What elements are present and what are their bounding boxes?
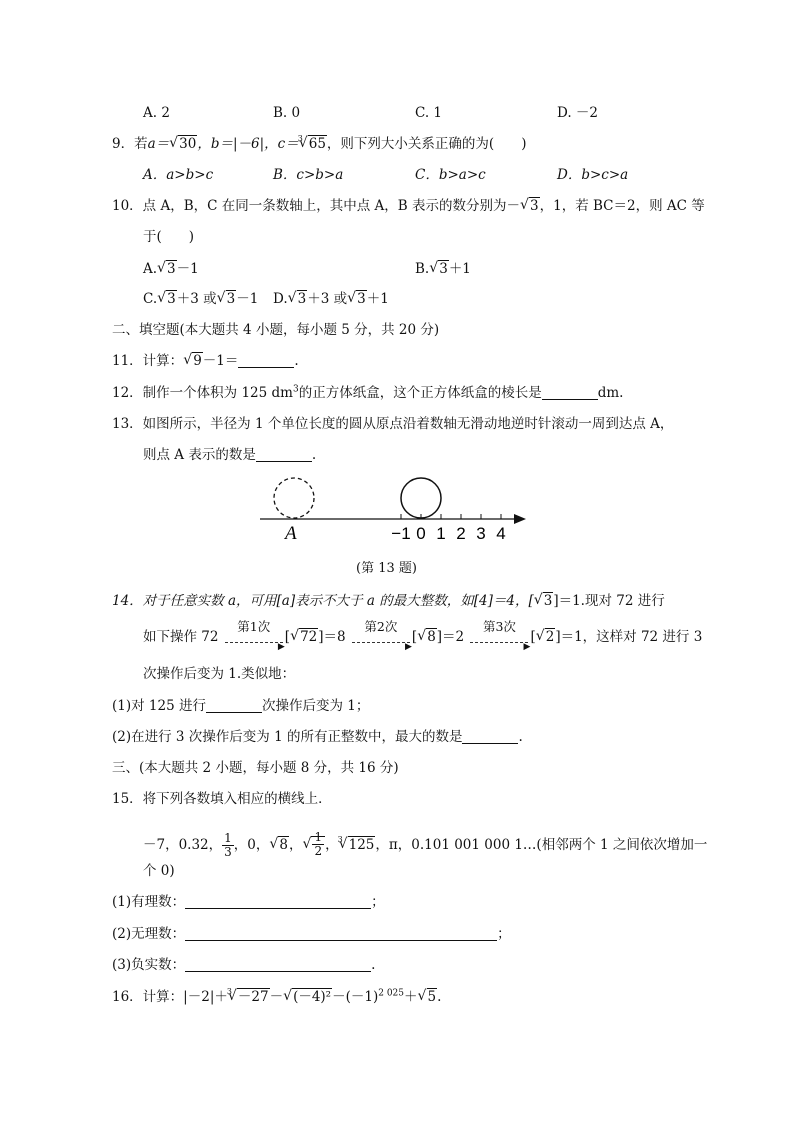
sqrt-symbol: √ 3: [157, 290, 177, 308]
tick-label: 4: [496, 524, 506, 543]
q15-line2: 个 0): [143, 863, 175, 879]
q9-stem: [112, 135, 526, 153]
q15-rational: (1)有理数： ；: [112, 894, 385, 910]
q15-irrational: (2)无理数： ；: [112, 926, 511, 942]
axis-arrow-icon: [514, 514, 526, 524]
figure-caption: (第 13 题): [356, 561, 417, 576]
sqrt-symbol: √ (－4)²: [283, 988, 332, 1006]
sqrt-symbol: √ 8: [269, 830, 289, 860]
answer-blank[interactable]: [185, 926, 497, 941]
solid-circle: [401, 478, 441, 518]
q10-option-b: B.√ 3＋1: [415, 260, 471, 278]
sqrt-symbol: √ 3: [217, 290, 237, 308]
answer-blank[interactable]: [256, 447, 312, 462]
answer-blank[interactable]: [206, 698, 262, 713]
q9-option-a: A．a>b>c: [143, 167, 214, 183]
q8-option-c: C. 1: [415, 105, 443, 121]
sqrt-symbol: √ 3: [520, 197, 540, 215]
q10-option-d: D.√ 3＋3 或√ 3＋1: [273, 290, 389, 308]
q9-option-b: B．c>b>a: [273, 167, 344, 183]
q11: 11．计算：√ 9－1＝ .: [112, 352, 299, 370]
q13-stem-line2: 则点 A 表示的数是 .: [143, 447, 317, 463]
sqrt-symbol: √ 5: [418, 988, 438, 1006]
q15-title: 15．将下列各数填入相应的横线上．: [112, 791, 332, 807]
q8-option-d: D. －2: [557, 105, 599, 121]
point-a-label: A: [285, 523, 297, 544]
tick-label: −1: [391, 524, 411, 543]
dashed-arrow-icon: 第3次 ▶: [468, 629, 530, 647]
q10-stem-line2: 于( ): [143, 229, 195, 245]
tick-label: 1: [436, 524, 446, 543]
q14-operation: 如下操作 72 第1次 ▶ [√ 72]＝8 第2次 ▶ [√ 8]＝2 第3次 ▶ [√ 2]＝1，这样对 72 进行 3: [143, 628, 702, 647]
answer-blank[interactable]: [238, 353, 294, 368]
q15-negative: (3)负实数： .: [112, 957, 376, 973]
q9-b-part: ，b＝|－6|，c＝: [197, 136, 299, 152]
answer-blank[interactable]: [185, 957, 371, 972]
q10-stem: 10．点 A，B，C 在同一条数轴上，其中点 A，B 表示的数分别为－√ 3，1，若 BC＝2，则 AC 等: [112, 197, 705, 215]
q9-prefix: 9．若: [112, 136, 148, 152]
section-3-heading: 三、(本大题共 2 小题，每小题 8 分，共 16 分): [112, 760, 399, 776]
sqrt-symbol: √ 3: [288, 290, 308, 308]
q15-numbers: －7，0.32， $\frac{1}{3}$ ，0，√ 8， √ $\frac{1}{2}$ ， √ 3 125，π，0.101 001 000 1…(相邻两个 1 之间依次增加一: [143, 830, 707, 860]
dashed-circle: [274, 478, 314, 518]
q14-stem: 14．对于任意实数 a，可用[a]表示不大于 a 的最大整数，如[4]＝4，[√ 3]＝1.现对 72 进行: [112, 592, 665, 610]
sqrt-symbol: √ 9: [183, 352, 203, 370]
sqrt-symbol: √ 3: [429, 260, 449, 278]
q9-option-c: C．b>a>c: [415, 167, 486, 183]
sqrt-symbol: √ 3: [157, 260, 177, 278]
number-line-figure: [255, 474, 535, 546]
q8-option-a: A. 2: [143, 105, 170, 121]
sqrt-symbol: √ 8: [417, 628, 437, 646]
tick-label: 2: [456, 524, 466, 543]
cube-root-symbol: √ 3 125: [339, 830, 376, 860]
answer-blank[interactable]: [462, 729, 518, 744]
q16: 16．计算：|－2|＋ √ 3 －27－√ $(-4)^2-(-1)^{2 025}+√$ 5.: [112, 988, 441, 1006]
q10-option-c: C.√ 3＋3 或√ 3－1: [143, 290, 258, 308]
q9-option-d: D．b>c>a: [557, 167, 629, 183]
fraction: $\frac{1}{3}$: [224, 831, 232, 859]
q14-line3: 次操作后变为 1.类似地：: [143, 666, 296, 682]
sqrt-symbol: √ 30: [169, 135, 197, 153]
q12: 12．制作一个体积为 125 $dm^3$的正方体纸盒，这个正方体纸盒的棱长是 dm.: [112, 384, 624, 401]
sqrt-symbol: √ 3: [534, 592, 554, 610]
tick-label: 0: [416, 524, 426, 543]
sqrt-symbol: √ 2: [536, 628, 556, 646]
q8-option-b: B. 0: [273, 105, 301, 121]
tick-label: 3: [476, 524, 486, 543]
section-2-heading: 二、填空题(本大题共 4 小题，每小题 5 分，共 20 分): [112, 322, 440, 338]
answer-blank[interactable]: [542, 385, 598, 400]
q14-sub1: (1)对 125 进行 次操作后变为 1；: [112, 698, 370, 714]
sqrt-symbol: √ 72: [290, 628, 318, 646]
sqrt-symbol: √ 3: [347, 290, 367, 308]
cube-root-symbol: √ 3 －27: [228, 988, 270, 1006]
dashed-arrow-icon: 第1次 ▶: [223, 629, 285, 647]
answer-blank[interactable]: [185, 894, 371, 909]
q10-option-a: A.√ 3－1: [143, 260, 199, 278]
sqrt-symbol: √ $\frac{1}{2}$: [302, 830, 325, 860]
q14-sub2: (2)在进行 3 次操作后变为 1 的所有正整数中，最大的数是 .: [112, 729, 523, 745]
q9-suffix: ，则下列大小关系正确的为( ): [326, 136, 527, 152]
dashed-arrow-icon: 第2次 ▶: [350, 629, 412, 647]
q9-a-part: a＝: [147, 136, 170, 152]
q13-stem: 13．如图所示，半径为 1 个单位长度的圆从原点沿着数轴无滑动地逆时针滚动一周到达点 A，: [112, 416, 674, 432]
cube-root-symbol: √ 3 65: [299, 135, 327, 153]
